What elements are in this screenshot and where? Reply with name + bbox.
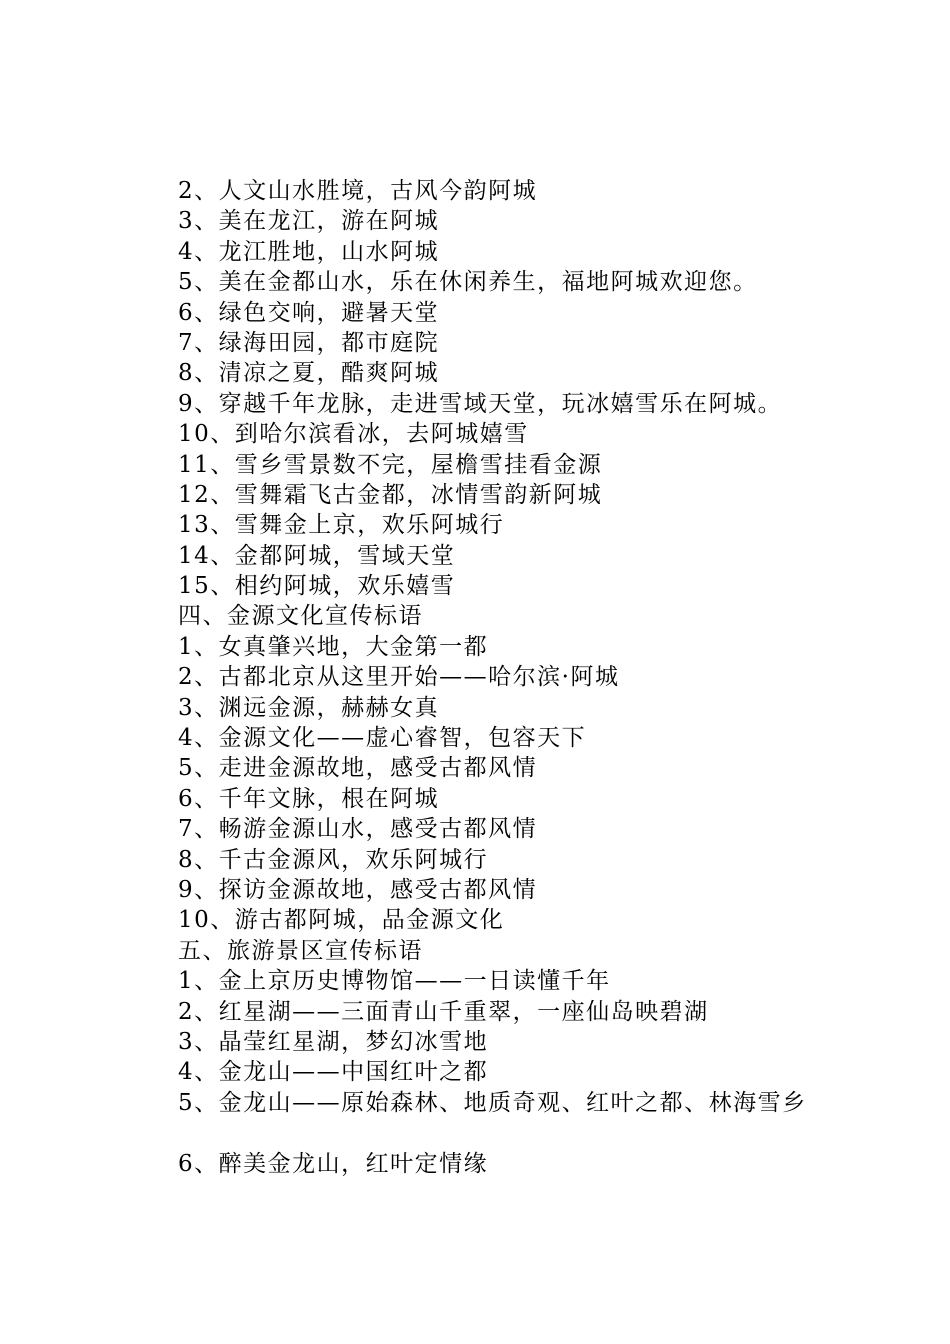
text-line: 7、绿海田园，都市庭院 (178, 329, 440, 356)
text-line: 3、晶莹红星湖，梦幻冰雪地 (178, 1028, 489, 1055)
text-line: 6、醉美金龙山，红叶定情缘 (178, 1150, 489, 1177)
text-line: 5、美在金都山水，乐在休闲养生，福地阿城欢迎您。 (178, 269, 758, 296)
text-line: 12、雪舞霜飞古金都，冰情雪韵新阿城 (178, 481, 603, 508)
text-line: 2、人文山水胜境，古风今韵阿城 (178, 178, 538, 204)
text-line: 2、古都北京从这里开始——哈尔滨·阿城 (178, 664, 620, 691)
text-line: 2、红星湖——三面青山千重翠，一座仙岛映碧湖 (178, 998, 709, 1025)
text-line: 4、金源文化——虚心睿智，包容天下 (178, 725, 587, 752)
document-body (178, 176, 918, 1179)
text-line: 4、龙江胜地，山水阿城 (178, 238, 440, 265)
text-line: 10、游古都阿城，品金源文化 (178, 907, 505, 934)
text-line: 8、千古金源风，欢乐阿城行 (178, 846, 489, 873)
text-line: 9、穿越千年龙脉，走进雪域天堂，玩冰嬉雪乐在阿城。 (178, 390, 783, 417)
text-line: 8、清凉之夏，酷爽阿城 (178, 360, 440, 387)
text-line: 6、绿色交响，避暑天堂 (178, 299, 440, 326)
text-line: 13、雪舞金上京，欢乐阿城行 (178, 512, 505, 539)
text-line: 10、到哈尔滨看冰，去阿城嬉雪 (178, 421, 529, 448)
text-line: 5、走进金源故地，感受古都风情 (178, 755, 538, 782)
text-line: 9、探访金源故地，感受古都风情 (178, 876, 538, 903)
section-heading: 四、金源文化宣传标语 (178, 603, 423, 630)
text-line: 15、相约阿城，欢乐嬉雪 (178, 573, 456, 600)
text-line: 14、金都阿城，雪域天堂 (178, 542, 456, 569)
text-line: 4、金龙山——中国红叶之都 (178, 1059, 489, 1086)
text-line: 7、畅游金源山水，感受古都风情 (178, 816, 538, 843)
text-line: 5、金龙山——原始森林、地质奇观、红叶之都、林海雪乡 (178, 1089, 807, 1116)
text-line: 1、女真肇兴地，大金第一都 (178, 633, 489, 660)
blank-line (178, 1118, 918, 1148)
text-line: 6、千年文脉，根在阿城 (178, 785, 440, 812)
text-line: 11、雪乡雪景数不完，屋檐雪挂看金源 (178, 451, 603, 478)
text-line: 1、金上京历史博物馆——一日读懂千年 (178, 968, 611, 995)
text-line: 3、美在龙江，游在阿城 (178, 208, 440, 235)
section-heading: 五、旅游景区宣传标语 (178, 937, 423, 964)
text-line: 3、渊远金源，赫赫女真 (178, 694, 440, 721)
